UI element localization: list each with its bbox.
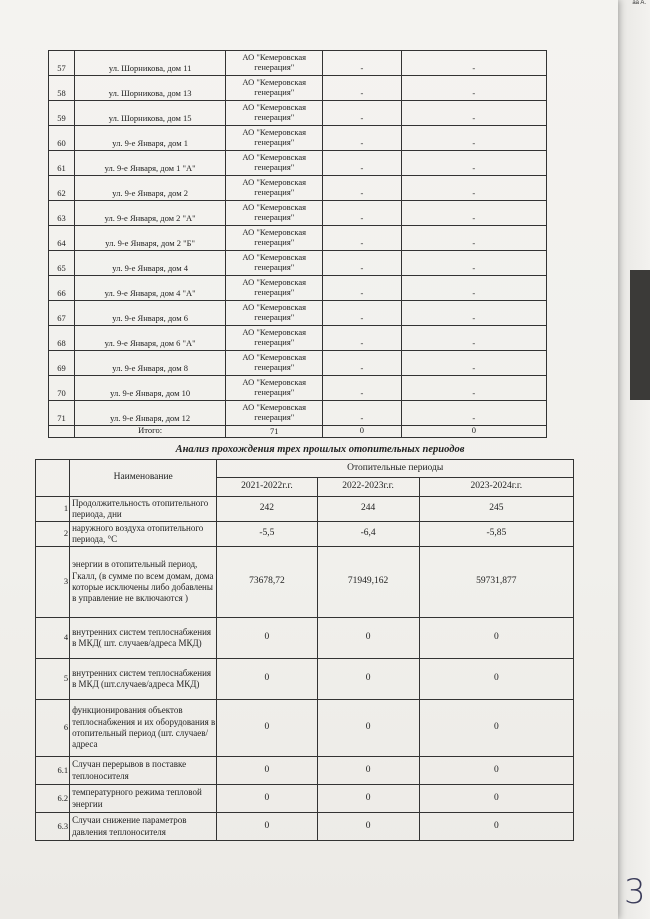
table-row (49, 401, 547, 426)
value-cell: - (401, 301, 546, 326)
value-cell: - (323, 226, 402, 251)
address-cell: ул. 9-е Января, дом 1 (74, 126, 225, 151)
value-cell: - (323, 251, 402, 276)
analysis-row (36, 497, 574, 522)
table-row (49, 326, 547, 351)
total-v2: 0 (401, 426, 546, 438)
value-cell: - (401, 51, 546, 76)
value-cell: - (323, 126, 402, 151)
analysis-row (36, 813, 574, 841)
period-header: 2021-2022г.г. (217, 477, 317, 496)
table-row (49, 76, 547, 101)
organization-cell: АО "Кемеровская генерация" (226, 401, 323, 426)
value-cell: - (323, 201, 402, 226)
row-number: 69 (49, 351, 75, 376)
table-row (49, 201, 547, 226)
header-name-cell: Наименование (70, 460, 217, 497)
indicator-name: внутренних систем теплоснабжения в МКД (шт.случаев/адреса МКД) (70, 659, 217, 700)
organization-cell: АО "Кемеровская генерация" (226, 126, 323, 151)
indicator-name: энергии в отопительный период, Гкалл, (в сумме по всем домам, дома которые исключены либо добавлены в управление не включаются ) (70, 547, 217, 618)
row-number: 58 (49, 76, 75, 101)
period-value: -5,85 (419, 522, 573, 547)
row-number: 65 (49, 251, 75, 276)
analysis-row (36, 618, 574, 659)
address-cell: ул. 9-е Января, дом 2 "Б" (74, 226, 225, 251)
organization-cell: АО "Кемеровская генерация" (226, 276, 323, 301)
address-cell: ул. Шорникова, дом 11 (74, 51, 225, 76)
address-cell: ул. 9-е Января, дом 1 "А" (74, 151, 225, 176)
address-cell: ул. 9-е Января, дом 4 "А" (74, 276, 225, 301)
row-number: 4 (36, 618, 70, 659)
analysis-row (36, 547, 574, 618)
value-cell: - (323, 151, 402, 176)
value-cell: - (323, 301, 402, 326)
indicator-name: температурного режима тепловой энергии (70, 785, 217, 813)
period-value: 0 (217, 618, 317, 659)
value-cell: - (323, 326, 402, 351)
value-cell: - (401, 326, 546, 351)
value-cell: - (401, 176, 546, 201)
organization-cell: АО "Кемеровская генерация" (226, 226, 323, 251)
total-row (49, 426, 547, 438)
indicator-name: внутренних систем теплоснабжения в МКД( шт. случаев/адреса МКД) (70, 618, 217, 659)
address-cell: ул. Шорникова, дом 13 (74, 76, 225, 101)
table-row (49, 251, 547, 276)
row-number: 3 (36, 547, 70, 618)
period-value: 59731,877 (419, 547, 573, 618)
organization-cell: АО "Кемеровская генерация" (226, 201, 323, 226)
value-cell: - (401, 376, 546, 401)
analysis-row (36, 785, 574, 813)
organization-cell: АО "Кемеровская генерация" (226, 176, 323, 201)
value-cell: - (323, 276, 402, 301)
indicator-name: функционирования объектов теплоснабжения и их оборудования в отопительный период (шт. случаев/адреса (70, 700, 217, 757)
table-row (49, 376, 547, 401)
corner-text: aa A. (632, 0, 646, 6)
value-cell: - (323, 101, 402, 126)
period-value: 0 (419, 700, 573, 757)
table-row (49, 351, 547, 376)
period-value: 73678,72 (217, 547, 317, 618)
value-cell: - (401, 151, 546, 176)
address-cell: ул. 9-е Января, дом 10 (74, 376, 225, 401)
period-header: 2023-2024г.г. (419, 477, 573, 496)
organization-cell: АО "Кемеровская генерация" (226, 326, 323, 351)
total-count: 71 (226, 426, 323, 438)
total-v1: 0 (323, 426, 402, 438)
row-number: 57 (49, 51, 75, 76)
period-value: 71949,162 (317, 547, 419, 618)
period-value: 0 (217, 700, 317, 757)
address-cell: ул. 9-е Января, дом 6 "А" (74, 326, 225, 351)
indicator-name: Продолжительность отопительного периода, дни (70, 497, 217, 522)
header-periods-cell: Отопительные периоды (217, 460, 574, 478)
organization-cell: АО "Кемеровская генерация" (226, 51, 323, 76)
period-value: 0 (419, 618, 573, 659)
value-cell: - (401, 201, 546, 226)
total-label: Итого: (74, 426, 225, 438)
period-value: 242 (217, 497, 317, 522)
period-value: 0 (217, 659, 317, 700)
value-cell: - (323, 176, 402, 201)
row-number: 6.2 (36, 785, 70, 813)
table-row (49, 101, 547, 126)
organization-cell: АО "Кемеровская генерация" (226, 151, 323, 176)
address-cell: ул. 9-е Января, дом 2 "А" (74, 201, 225, 226)
address-cell: ул. 9-е Января, дом 12 (74, 401, 225, 426)
value-cell: - (401, 126, 546, 151)
value-cell: - (401, 351, 546, 376)
organization-cell: АО "Кемеровская генерация" (226, 376, 323, 401)
period-value: -5,5 (217, 522, 317, 547)
analysis-header-row (36, 460, 574, 478)
row-number: 60 (49, 126, 75, 151)
period-value: 0 (419, 813, 573, 841)
row-number: 6.1 (36, 757, 70, 785)
period-value: 0 (317, 785, 419, 813)
row-number: 63 (49, 201, 75, 226)
period-value: 0 (217, 785, 317, 813)
value-cell: - (401, 276, 546, 301)
period-value: 0 (317, 813, 419, 841)
table-row (49, 151, 547, 176)
period-value: 0 (317, 757, 419, 785)
row-number: 61 (49, 151, 75, 176)
row-number: 66 (49, 276, 75, 301)
analysis-row (36, 700, 574, 757)
organization-cell: АО "Кемеровская генерация" (226, 101, 323, 126)
addresses-table (48, 50, 547, 438)
row-number: 68 (49, 326, 75, 351)
analysis-table (35, 459, 574, 841)
total-empty (49, 426, 75, 438)
value-cell: - (323, 376, 402, 401)
address-cell: ул. Шорникова, дом 15 (74, 101, 225, 126)
row-number: 67 (49, 301, 75, 326)
address-cell: ул. 9-е Января, дом 2 (74, 176, 225, 201)
row-number: 64 (49, 226, 75, 251)
background-object (630, 270, 650, 400)
organization-cell: АО "Кемеровская генерация" (226, 351, 323, 376)
row-number: 70 (49, 376, 75, 401)
indicator-name: наружного воздуха отопительного периода, °С (70, 522, 217, 547)
address-cell: ул. 9-е Января, дом 8 (74, 351, 225, 376)
analysis-row (36, 757, 574, 785)
value-cell: - (401, 76, 546, 101)
table-row (49, 176, 547, 201)
row-number: 2 (36, 522, 70, 547)
analysis-title: Анализ прохождения трех прошлых отопительных периодов (175, 444, 465, 455)
row-number: 5 (36, 659, 70, 700)
period-value: -6,4 (317, 522, 419, 547)
period-value: 244 (317, 497, 419, 522)
value-cell: - (401, 401, 546, 426)
analysis-row (36, 522, 574, 547)
row-number: 59 (49, 101, 75, 126)
value-cell: - (323, 351, 402, 376)
period-value: 0 (217, 757, 317, 785)
period-value: 245 (419, 497, 573, 522)
row-number: 1 (36, 497, 70, 522)
organization-cell: АО "Кемеровская генерация" (226, 301, 323, 326)
organization-cell: АО "Кемеровская генерация" (226, 251, 323, 276)
period-value: 0 (317, 618, 419, 659)
period-value: 0 (217, 813, 317, 841)
period-header: 2022-2023г.г. (317, 477, 419, 496)
period-value: 0 (419, 757, 573, 785)
value-cell: - (323, 51, 402, 76)
value-cell: - (401, 226, 546, 251)
period-value: 0 (317, 659, 419, 700)
period-value: 0 (419, 785, 573, 813)
row-number: 6.3 (36, 813, 70, 841)
handwritten-page-number: 3 (624, 872, 646, 912)
row-number: 71 (49, 401, 75, 426)
value-cell: - (401, 251, 546, 276)
table-row (49, 226, 547, 251)
value-cell: - (323, 401, 402, 426)
table-row (49, 51, 547, 76)
row-number: 6 (36, 700, 70, 757)
analysis-row (36, 659, 574, 700)
organization-cell: АО "Кемеровская генерация" (226, 76, 323, 101)
period-value: 0 (317, 700, 419, 757)
period-value: 0 (419, 659, 573, 700)
address-cell: ул. 9-е Января, дом 4 (74, 251, 225, 276)
row-number: 62 (49, 176, 75, 201)
value-cell: - (323, 76, 402, 101)
header-num-cell (36, 460, 70, 497)
indicator-name: Случаи снижение параметров давления теплоносителя (70, 813, 217, 841)
table-row (49, 126, 547, 151)
table-row (49, 301, 547, 326)
value-cell: - (401, 101, 546, 126)
table-row (49, 276, 547, 301)
indicator-name: Случан перерывов в поставке теплоносителя (70, 757, 217, 785)
address-cell: ул. 9-е Января, дом 6 (74, 301, 225, 326)
